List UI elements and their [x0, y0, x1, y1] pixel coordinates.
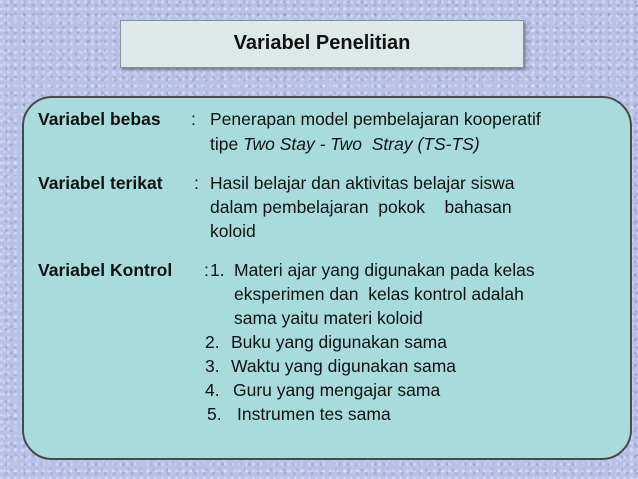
kontrol-separator: :	[204, 260, 209, 280]
kontrol-item-1-line-2: eksperimen dan kelas kontrol adalah	[234, 284, 524, 304]
kontrol-item-2-line: Buku yang digunakan sama	[231, 332, 447, 352]
kontrol-item-1-number: 1.	[210, 260, 225, 280]
kontrol-item-5-number: 5.	[207, 404, 222, 424]
kontrol-label: Variabel Kontrol	[38, 260, 173, 280]
bebas-label: Variabel bebas	[38, 109, 161, 129]
kontrol-item-4-line: Guru yang mengajar sama	[233, 380, 441, 400]
terikat-label: Variabel terikat	[38, 173, 163, 193]
kontrol-item-1-line-3: sama yaitu materi koloid	[234, 308, 423, 328]
kontrol-item-2-number: 2.	[205, 332, 220, 352]
slide-title: Variabel Penelitian	[233, 32, 411, 54]
bebas-separator: :	[191, 109, 196, 129]
kontrol-item-3-line: Waktu yang digunakan sama	[231, 356, 457, 376]
terikat-line-1: Hasil belajar dan aktivitas belajar siswa	[210, 173, 515, 193]
bebas-line-2-italic: Two Stay - Two Stray (TS-TS)	[243, 134, 480, 154]
terikat-line-3: koloid	[210, 221, 256, 241]
kontrol-item-4-number: 4.	[205, 380, 220, 400]
kontrol-item-1-line-1: Materi ajar yang digunakan pada kelas	[234, 260, 535, 280]
title-box	[120, 20, 524, 68]
terikat-line-2: dalam pembelajaran pokok bahasan	[210, 197, 512, 217]
bebas-line-2	[210, 132, 480, 156]
bebas-line-2-prefix: tipe	[210, 134, 244, 154]
kontrol-item-5-line: Instrumen tes sama	[237, 404, 391, 424]
bebas-line-1: Penerapan model pembelajaran kooperatif	[210, 109, 541, 129]
terikat-separator: :	[194, 173, 199, 193]
kontrol-item-3-number: 3.	[205, 356, 220, 376]
